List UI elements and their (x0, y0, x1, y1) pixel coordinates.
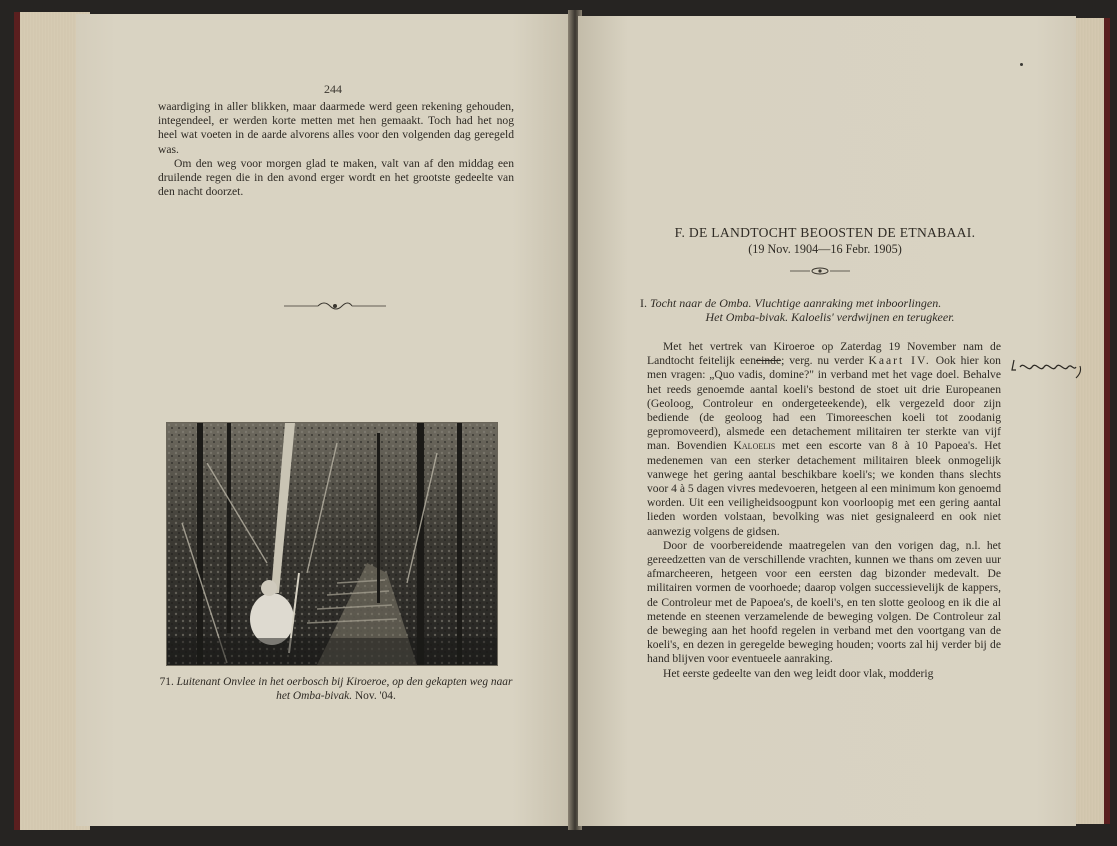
right-paragraph-3: Het eerste gedeelte van den weg leidt door vlak, modderig (663, 666, 934, 680)
p1-part-d: met een escorte van 8 à 10 Papoea's. Het medenemen van een sterker detachement militairen bleek onmogelijk vanwege het gering aantal beschikbare koeli's; we konden thans slechts voor 4 à 5 dagen vivres medevoeren, hetgeen al een minimum kon genoemd worden. Uit een veiligheidsoogpunt kon voorloopig met een gering aantal lieden worden volstaan, bevolking was niet gesignaleerd en ook niet aanwezig volgens de gidsen. (647, 439, 1001, 538)
caption-italic-text: Luitenant Onvlee in het oerbosch bij Kiroeroe, op den gekapten weg naar het Omba-bivak. (176, 676, 513, 702)
right-paragraph-1 (647, 340, 1001, 539)
ornament-divider (284, 300, 386, 312)
caption-number: 71. (159, 676, 174, 688)
section-heading-line-1: Tocht naar de Omba. Vluchtige aanraking met inboorlingen. (650, 296, 942, 310)
ink-speck (1020, 63, 1023, 66)
name-kaloelis: Kaloelis (733, 439, 776, 453)
small-ornament-divider (790, 266, 850, 276)
left-paragraph-1: waardiging in aller blikken, maar daarmede werd geen rekening gehouden, integendeel, er werden korte metten met hen gemaakt. Toch had het nog heel wat voeten in de aarde alvorens alles voor den volgenden dag geregeld was. (158, 100, 514, 156)
p1-part-c: Ook hier kon men vragen: „Quo vadis, domine?" in verband met het vage doel. Behalve het reeds genoemde aantal koeli's bestond de stoet uit drie Europeanen (Geoloog, Controleur en ondergeteekende), elk vergezeld door zijn bediende (de geoloog had een Timoreeschen koeli tot zoodanig gepromoveerd), alsmede een detachement militairen ter sterkte van vijf man. Bovendien (647, 354, 1001, 453)
caption-date: Nov. '04. (354, 690, 396, 702)
photo-caption (158, 675, 514, 703)
p1-part-b: ; verg. nu verder (781, 354, 864, 368)
right-page-edges (1070, 18, 1110, 824)
left-paragraph-2: Om den weg voor morgen glad te maken, valt van af den middag een druilende regen die in den avond erger wordt en het grootste gedeelte van den nacht doorzet. (158, 156, 514, 199)
right-page-text (647, 340, 1001, 681)
section-heading-line-2: Het Omba-bivak. Kaloelis' verdwijnen en terugkeer. (705, 310, 955, 324)
section-number: I. (640, 296, 647, 310)
left-page-text (158, 100, 514, 199)
p1-part-a: Met het vertrek van Kiroeroe op Zaterdag 19 November nam de Landtocht feitelijk een (647, 340, 1001, 368)
forest-photograph (166, 422, 498, 666)
right-paragraph-2: Door de voorbereidende maatregelen van den vorigen dag, n.l. het gereedzetten van de verschillende vrachten, kunnen we thans om zeven uur afmarcheeren, hetgeen voor een eersten dag bizonder medevalt. De militairen vormen de voorhoede; daarop volgen successievelijk de kappers, de Controleur met de Papoea's, de koeli's, en ten slotte geoloog en ik die al metende en steenen verzamelende de beweging volgen. De Controleur zal de beweging aan het hoofd regelen in verband met den voortgang van de koeli's, en dezen in geregelde beweging houden; voorts zal hij verder bij de hand blijven voor eventueele aanraking. (647, 538, 1001, 666)
map-reference: Kaart IV. (868, 354, 931, 368)
chapter-title: F. DE LANDTOCHT BEOOSTEN DE ETNABAAI. (674, 225, 976, 240)
struck-word: einde (756, 354, 782, 368)
chapter-dates: (19 Nov. 1904—16 Febr. 1905) (748, 242, 902, 256)
section-heading (640, 296, 1020, 324)
page-number: 244 (324, 82, 342, 96)
handwritten-margin-note (1010, 356, 1088, 380)
